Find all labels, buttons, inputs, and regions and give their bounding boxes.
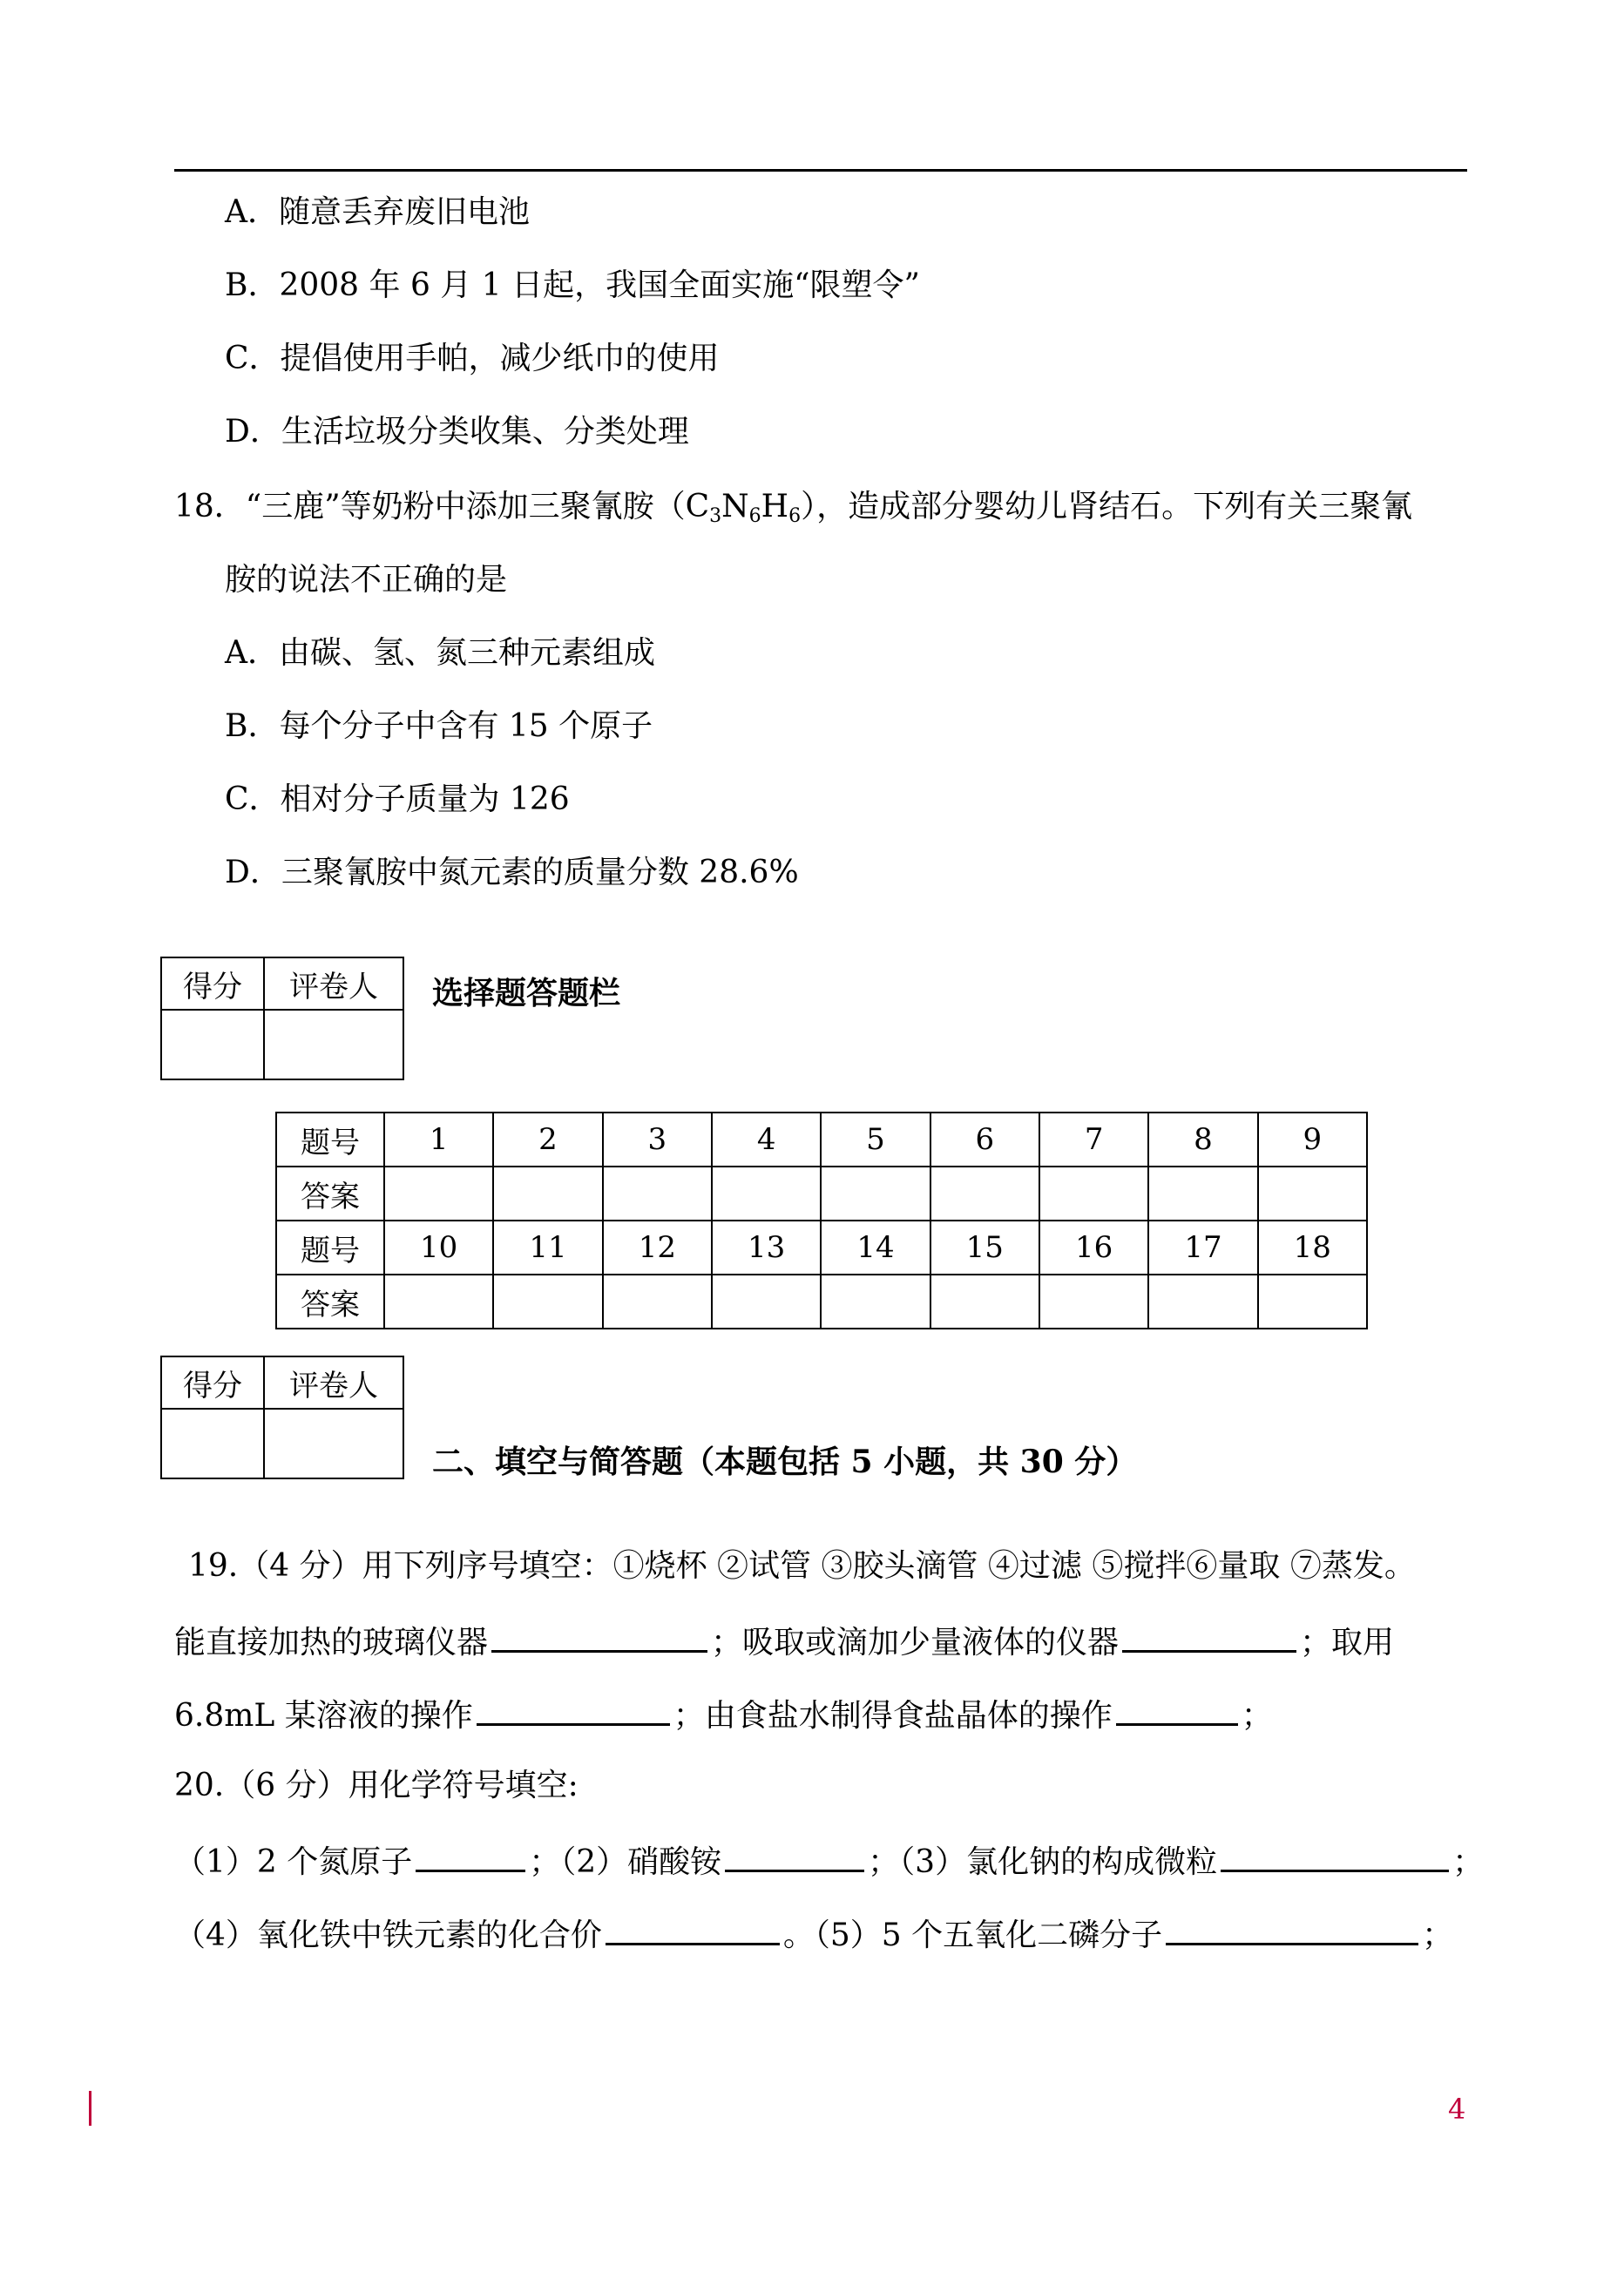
grader-label: 评卷人 xyxy=(264,1356,403,1409)
grader-cell[interactable] xyxy=(264,1409,403,1478)
blank-dropper[interactable] xyxy=(1122,1620,1296,1653)
answer-cell[interactable] xyxy=(384,1275,493,1329)
question-number: 4 xyxy=(712,1113,821,1167)
q19-line3: 6.8mL 某溶液的操作 ；由食盐水制得食盐晶体的操作 ； xyxy=(174,1694,1273,1735)
question-number: 14 xyxy=(821,1221,930,1275)
table-row xyxy=(276,1275,1367,1329)
blank-p2o5-molecules[interactable] xyxy=(1166,1913,1418,1945)
row-label: 答案 xyxy=(276,1167,384,1221)
question-number: 11 xyxy=(493,1221,602,1275)
q19-line2: 能直接加热的玻璃仪器 ；吸取或滴加少量液体的仪器 ；取用 xyxy=(174,1620,1394,1662)
question-number: 1 xyxy=(384,1113,493,1167)
question-number: 16 xyxy=(1039,1221,1148,1275)
answer-cell[interactable] xyxy=(1258,1167,1367,1221)
question-number: 15 xyxy=(930,1221,1039,1275)
question-number: 10 xyxy=(384,1221,493,1275)
answer-section-title: 选择题答题栏 xyxy=(432,975,621,1011)
answer-cell[interactable] xyxy=(603,1167,712,1221)
blank-ammonium-nitrate[interactable] xyxy=(725,1840,864,1872)
question-number: 2 xyxy=(493,1113,602,1167)
section-2-title: 二、填空与简答题（本题包括 5 小题，共 30 分） xyxy=(432,1444,1138,1480)
answer-cell[interactable] xyxy=(1039,1275,1148,1329)
q20-line3: （4）氧化铁中铁元素的化合价 。（5）5 个五氧化二磷分子 ； xyxy=(174,1913,1453,1955)
answer-cell[interactable] xyxy=(493,1167,602,1221)
answer-cell[interactable] xyxy=(712,1167,821,1221)
score-cell[interactable] xyxy=(161,1409,264,1478)
answer-cell[interactable] xyxy=(712,1275,821,1329)
margin-mark xyxy=(89,2091,91,2126)
header-rule xyxy=(174,169,1467,172)
answer-cell[interactable] xyxy=(493,1275,602,1329)
question-number: 8 xyxy=(1148,1113,1257,1167)
q20-line2: （1）2 个氮原子 ；（2）硝酸铵 ；（3）氯化钠的构成微粒 ； xyxy=(174,1840,1484,1882)
q18-stem-line2: 胺的说法不正确的是 xyxy=(225,562,508,598)
q17-option-b: B．2008 年 6 月 1 日起，我国全面实施“限塑令” xyxy=(225,267,920,303)
q17-option-a: A．随意丢弃废旧电池 xyxy=(225,194,530,230)
row-label: 题号 xyxy=(276,1221,384,1275)
answer-cell[interactable] xyxy=(1148,1167,1257,1221)
question-number: 3 xyxy=(603,1113,712,1167)
answer-cell[interactable] xyxy=(603,1275,712,1329)
question-number: 7 xyxy=(1039,1113,1148,1167)
answer-cell[interactable] xyxy=(1148,1275,1257,1329)
blank-nitrogen-atoms[interactable] xyxy=(416,1840,525,1872)
q20-line1: 20.（6 分）用化学符号填空: xyxy=(174,1768,579,1803)
question-number: 5 xyxy=(821,1113,930,1167)
score-cell[interactable] xyxy=(161,1010,264,1079)
row-label: 题号 xyxy=(276,1113,384,1167)
question-number: 9 xyxy=(1258,1113,1367,1167)
table-row xyxy=(276,1167,1367,1221)
score-label: 得分 xyxy=(161,1356,264,1409)
score-box-1 xyxy=(160,957,404,1080)
question-number: 18 xyxy=(1258,1221,1367,1275)
page-number: 4 xyxy=(1448,2093,1466,2126)
answer-table xyxy=(275,1112,1368,1329)
q18-option-c: C．相对分子质量为 126 xyxy=(225,781,570,817)
answer-cell[interactable] xyxy=(384,1167,493,1221)
grader-label: 评卷人 xyxy=(264,957,403,1010)
answer-cell[interactable] xyxy=(930,1167,1039,1221)
blank-evaporate[interactable] xyxy=(1116,1694,1238,1726)
blank-iron-valence[interactable] xyxy=(606,1913,780,1945)
blank-nacl-particles[interactable] xyxy=(1221,1840,1449,1872)
row-label: 答案 xyxy=(276,1275,384,1329)
answer-cell[interactable] xyxy=(1039,1167,1148,1221)
q17-option-c: C．提倡使用手帕，减少纸巾的使用 xyxy=(225,341,720,376)
answer-cell[interactable] xyxy=(1258,1275,1367,1329)
blank-measure[interactable] xyxy=(477,1694,670,1726)
q18-option-b: B．每个分子中含有 15 个原子 xyxy=(225,708,653,744)
q17-option-d: D．生活垃圾分类收集、分类处理 xyxy=(225,414,689,450)
question-number: 13 xyxy=(712,1221,821,1275)
answer-cell[interactable] xyxy=(930,1275,1039,1329)
score-box-2 xyxy=(160,1356,404,1479)
table-row xyxy=(276,1113,1367,1167)
table-row xyxy=(276,1221,1367,1275)
answer-cell[interactable] xyxy=(821,1167,930,1221)
blank-glass-heating[interactable] xyxy=(491,1620,707,1653)
score-label: 得分 xyxy=(161,957,264,1010)
q19-line1: 19.（4 分）用下列序号填空：①烧杯 ②试管 ③胶头滴管 ④过滤 ⑤搅拌⑥量取 ⑦蒸发。 xyxy=(188,1548,1416,1584)
grader-cell[interactable] xyxy=(264,1010,403,1079)
answer-cell[interactable] xyxy=(821,1275,930,1329)
q18-option-a: A．由碳、氢、氮三种元素组成 xyxy=(225,635,655,671)
question-number: 17 xyxy=(1148,1221,1257,1275)
question-number: 6 xyxy=(930,1113,1039,1167)
q18-stem-line1: 18．“三鹿”等奶粉中添加三聚氰胺$(C_3N_6H_6)$，造成部分婴幼儿肾结石。下列有关三聚氰 xyxy=(174,489,1413,527)
question-number: 12 xyxy=(603,1221,712,1275)
q18-option-d: D．三聚氰胺中氮元素的质量分数 28.6% xyxy=(225,855,799,890)
